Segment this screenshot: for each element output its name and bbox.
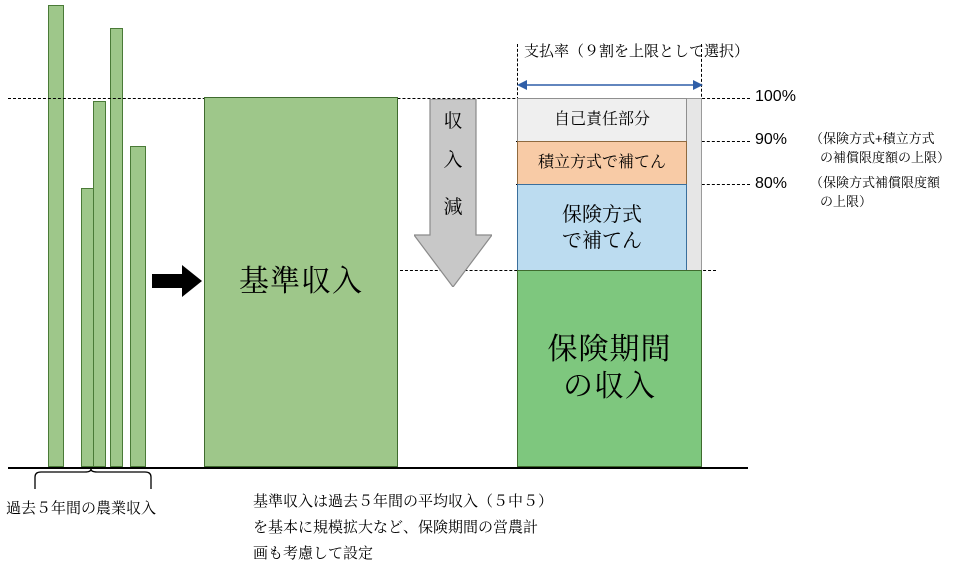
kijun-income-label: 基準収入 — [239, 264, 363, 298]
history-bar-1 — [48, 5, 64, 467]
history-span-brace — [33, 469, 153, 491]
percent-note-80-line1: （保険方式補償限度額 — [810, 175, 941, 190]
income-decrease-label-3: 減 — [443, 197, 463, 218]
caption-center-line1: 基準収入は過去５年間の平均収入（５中５） — [253, 493, 554, 510]
self-responsibility-label: 自己責任部分 — [553, 111, 650, 129]
insurance-period-income-line1: 保険期間 — [547, 332, 672, 366]
kijun-income-block — [204, 97, 398, 467]
insurance-compensation-label-line2: で補てん — [562, 229, 642, 252]
payment-rate-label: 支払率（９割を上限として選択） — [524, 43, 750, 60]
transition-arrow-icon — [152, 264, 202, 298]
history-bar-5 — [130, 146, 146, 467]
percent-note-90-line2: の補償限度額の上限） — [820, 150, 951, 165]
caption-center-line2: を基本に規模拡大など、保険期間の営農計 — [253, 519, 539, 536]
insurance-compensation-block — [517, 184, 687, 271]
percent-label-100: 100% — [755, 88, 796, 105]
insurance-compensation-label-line1: 保険方式 — [562, 203, 642, 226]
history-bar-3 — [93, 101, 106, 467]
percent-label-90: 90% — [755, 131, 788, 148]
caption-left: 過去５年間の農業収入 — [6, 500, 157, 517]
income-decrease-label-2: 入 — [443, 150, 463, 171]
insurance-period-income-block — [517, 270, 702, 467]
insurance-compensation-label — [562, 202, 642, 254]
income-decrease-label-1: 収 — [443, 111, 463, 132]
coverage-side-strip — [686, 98, 702, 271]
percent-note-80-line2: の上限） — [820, 194, 873, 209]
payment-rate-arrow — [517, 77, 703, 93]
history-bar-4 — [110, 28, 123, 467]
caption-center-line3: 画も考慮して設定 — [253, 545, 374, 562]
insurance-period-income-line2: の収入 — [563, 369, 656, 403]
self-responsibility-block — [517, 98, 687, 142]
percent-note-90-line1: （保険方式+積立方式 — [810, 131, 935, 146]
reserve-compensation-label: 積立方式で補てん — [537, 154, 666, 172]
percent-label-80: 80% — [755, 175, 788, 192]
reserve-compensation-block — [517, 141, 687, 185]
insurance-period-income-label — [548, 332, 672, 405]
